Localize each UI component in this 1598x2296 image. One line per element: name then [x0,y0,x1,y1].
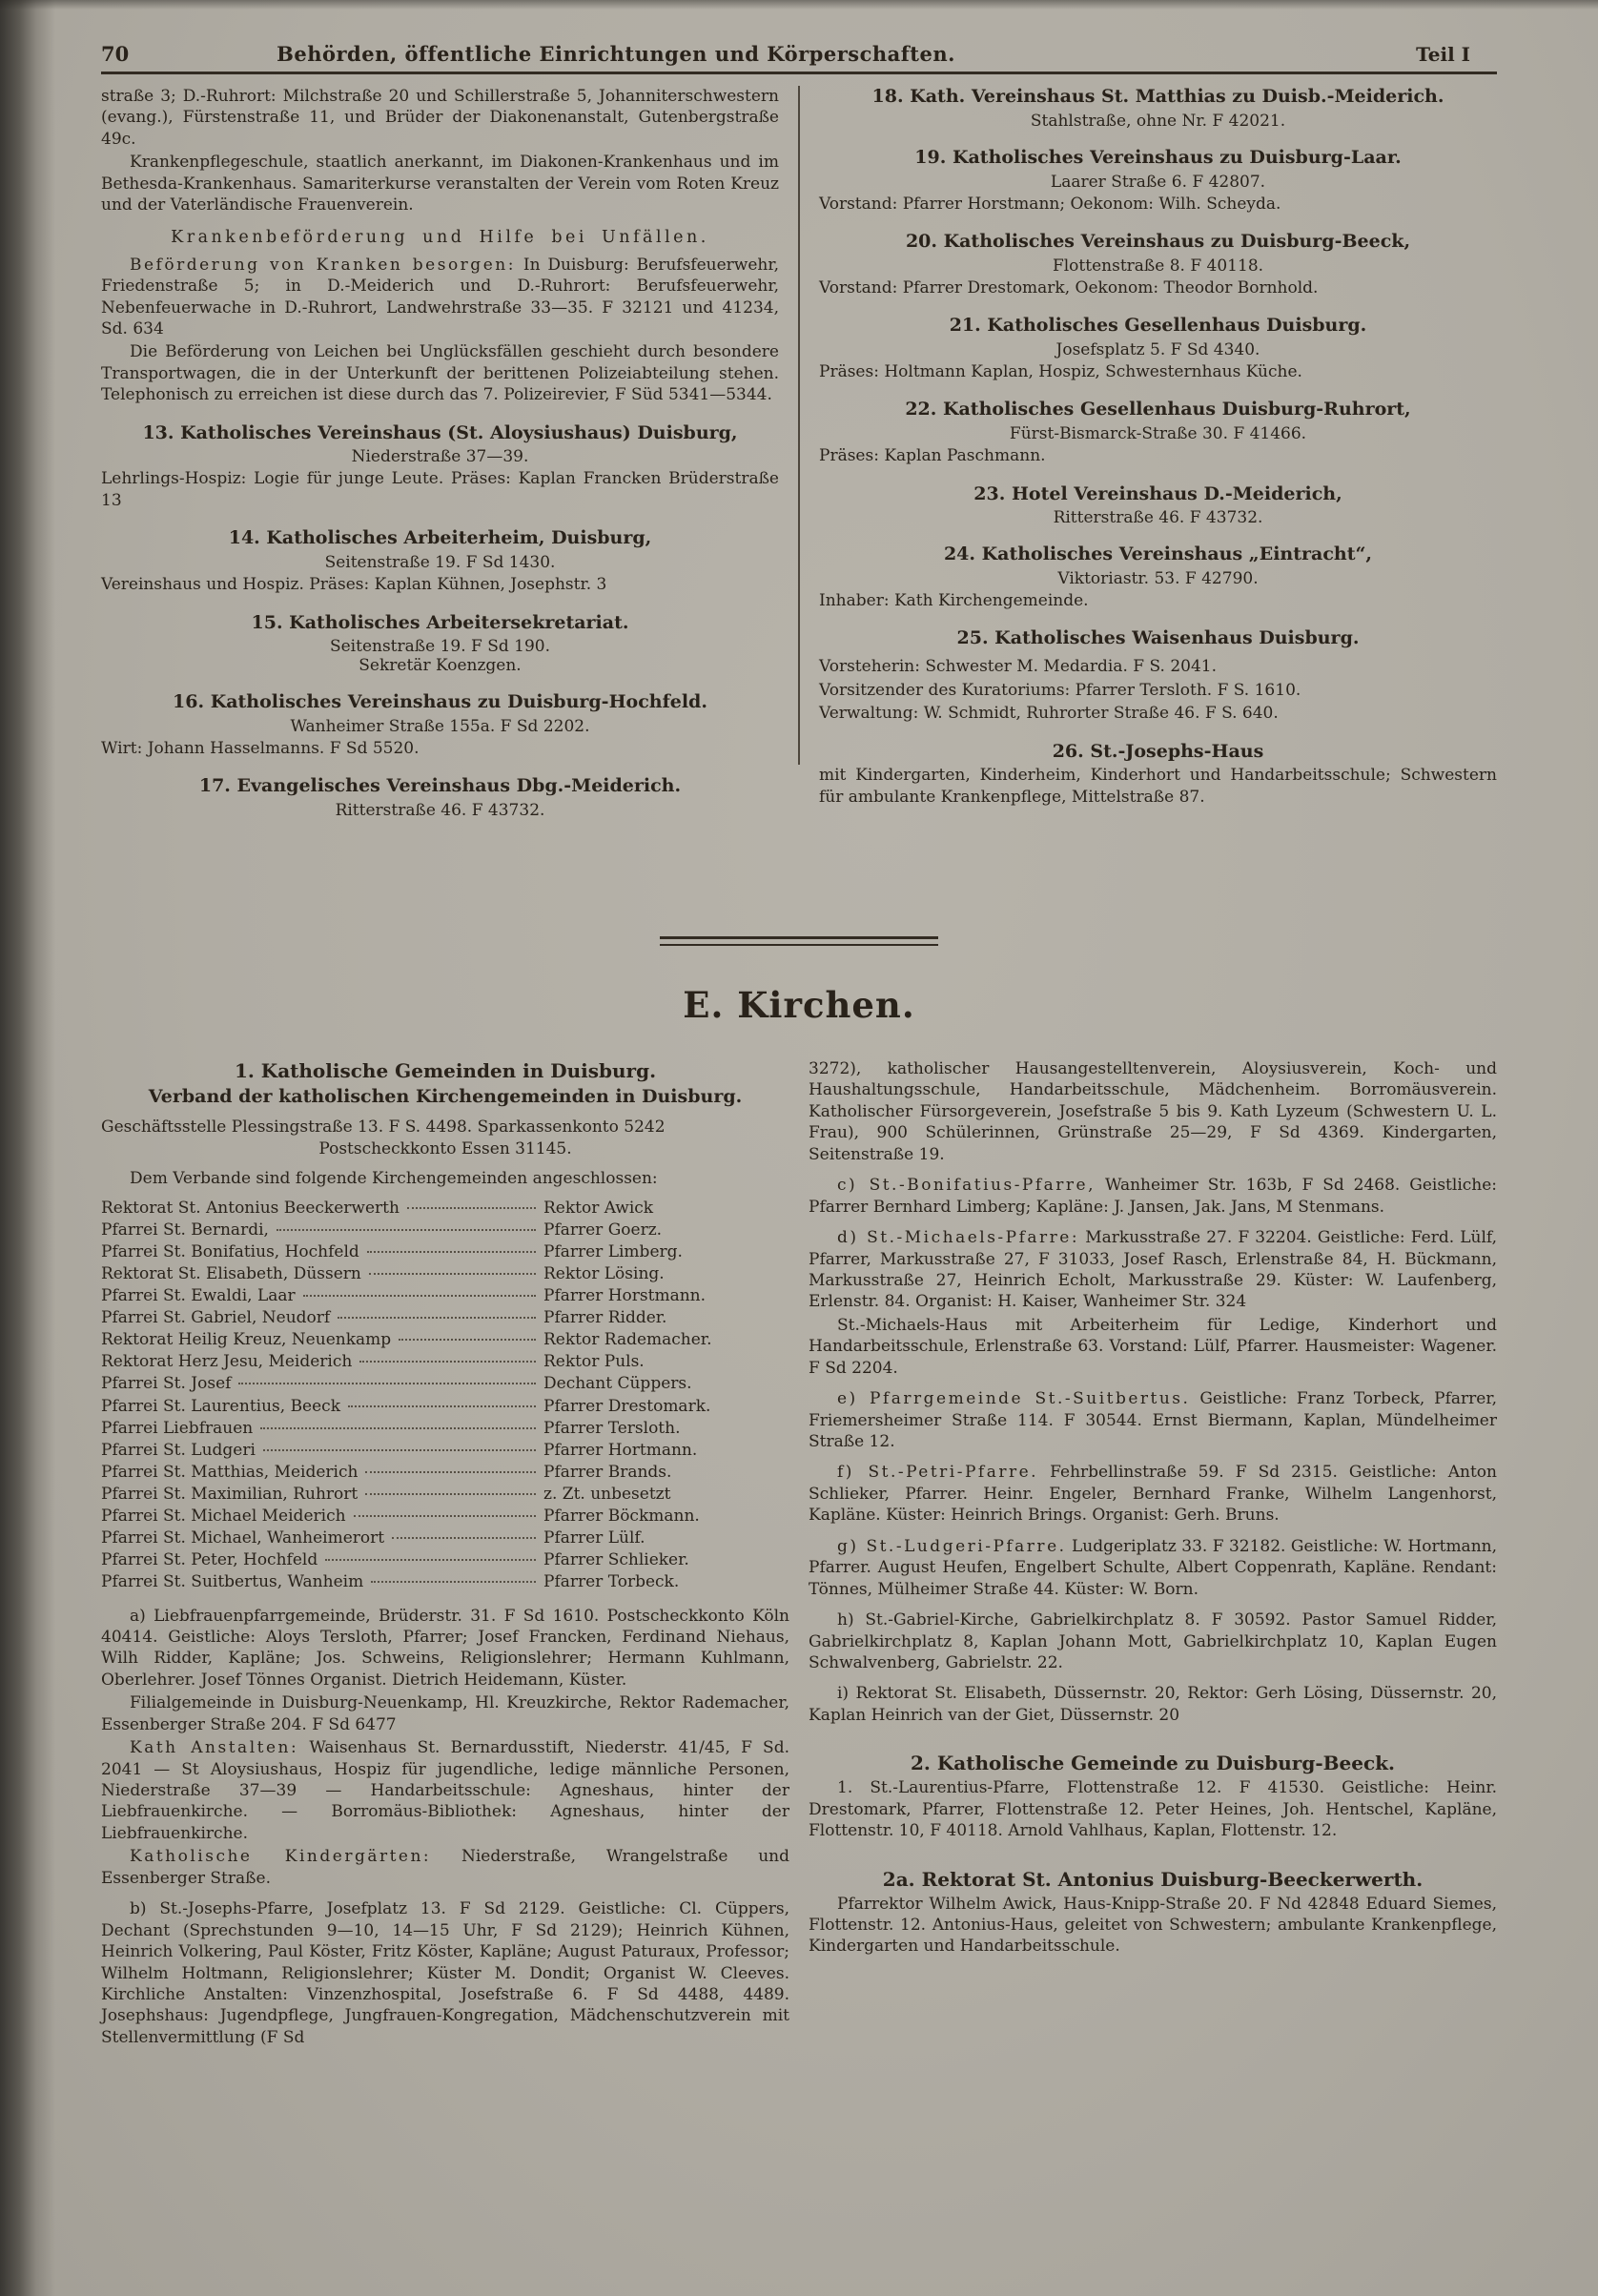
parish-place: Pfarrei St. Ewaldi, Laar [101,1286,296,1305]
entry-17 [101,775,779,820]
parish-place: Rektorat St. Elisabeth, Düssern [101,1263,361,1283]
kindergaerten-lead: Katholische Kindergärten: [130,1847,432,1867]
kath-anstalten-paragraph [101,1737,789,1844]
entry-title: 17. Evangelisches Vereinshaus Dbg.-Meiderich. [198,775,682,797]
page-number: 70 [101,42,130,66]
parish-place: Pfarrei St. Josef [101,1374,232,1394]
entry-line: Sekretär Koenzgen. [359,656,522,676]
section-e-paragraph [809,1388,1497,1452]
parish-row [101,1506,789,1527]
running-header [101,42,1497,66]
parish-place: Rektorat Heilig Kreuz, Neuenkamp [101,1330,392,1350]
entry-address: Fürst-Bismarck-Straße 30. F 41466. [1009,424,1307,444]
entry-title: 14. Katholisches Arbeiterheim, Duisburg, [228,527,652,549]
krankenpflegeschule-paragraph: Krankenpflegeschule, staatlich anerkannt, im Diakonen-Krankenhaus und im Bethesda-Krankenhaus. Samariterkurse veranstalten der Verein vom Roten Kreuz und der Vaterländische Frauenverein. [101,153,779,215]
divider-line-bottom [660,944,938,946]
parish-place: Pfarrei Liebfrauen [101,1418,254,1438]
parish-pastor: Pfarrer Limberg. [543,1241,683,1261]
section-i-rest: Düssernstr. 20, Rektor: Gerh Lösing, Düssernstr. 20, Kaplan Heinrich van der Giet, Düssernstr. 20 [809,1684,1497,1725]
section-g-paragraph [809,1536,1497,1600]
parish-pastor: Pfarrer Ridder. [543,1308,667,1328]
parish-place: Pfarrei St. Bernardi, [101,1220,269,1240]
parish-row [101,1220,789,1241]
parish-place: Pfarrei St. Michael Meiderich [101,1507,346,1527]
verband-heading: Verband der katholischen Kirchengemeinden in Duisburg. [148,1086,743,1107]
filialgemeinde-paragraph: Filialgemeinde in Duisburg-Neuenkamp, Hl. Kreuzkirche, Rektor Rademacher, Essenberger Straße 204. F Sd 6477 [101,1693,789,1734]
parish-row [101,1440,789,1462]
section-c-rest: Wanheimer Str. 163b, F Sd 2468. Geistliche: Pfarrer Bernhard Limberg; Kapläne: J. Jansen, Jak. Jans, M Stenmans. [809,1176,1498,1217]
parish-row [101,1285,789,1307]
parish-pastor: Pfarrer Tersloth. [543,1418,681,1438]
column-divider-rule [798,86,800,765]
section-f-rest: Fehrbellinstraße 59. F Sd 2315. Geistliche: Anton Schlieker, Pfarrer. Heinr. Engeler, Bernhard Franke, Wilhelm Langenhorst, Kapläne. Küster: Heinrich Brings. Organist: Gerh. Bruns. [809,1463,1497,1526]
parish-pastor: Pfarrer Schlieker. [543,1550,689,1570]
dot-leader [303,1295,536,1297]
parish-pastor: Pfarrer Brands. [543,1462,672,1482]
entry-line: Lehrlings-Hospiz: Logie für junge Leute. Präses: Kaplan Francken Brüderstraße 13 [101,469,779,510]
divider-line-top [660,936,938,939]
section-c-lead: c) St.-Bonifatius-Pfarre, [837,1176,1096,1196]
section-b-continuation: 3272), katholischer Hausangestelltenverein, Aloysiusverein, Koch- und Haushaltungsschule, Handarbeitsschule, Mädchenheim. Borromäusverein. Katholischer Fürsorgeverein, Josefstraße 5 bis 9. Kath Lyzeum (Schwestern U. L. Frau), 900 Schülerinnen, Grünstraße 25—29, F Sd 4369. Kindergarten, Seitenstraße 19. [809,1059,1497,1164]
leichenbefoerderung-paragraph: Die Beförderung von Leichen bei Unglücksfällen geschieht durch besondere Transportwagen, die in der Unterkunft der berittenen Polizeiabteilung stehen. Telephonisch zu erreichen ist diese durch das 7. Polizeirevier, F Süd 5341—5344. [101,342,779,405]
parish-row [101,1462,789,1484]
entry-title: 22. Katholisches Gesellenhaus Duisburg-Ruhrort, [905,399,1411,420]
entry-address: Viktoriastr. 53. F 42790. [1057,569,1259,588]
dot-leader [260,1427,536,1429]
directory-section [101,86,1497,925]
parish-place: Pfarrei St. Maximilian, Ruhrort [101,1484,359,1504]
entry-21 [819,315,1497,382]
parish-place: Pfarrei St. Gabriel, Neudorf [101,1308,331,1328]
dot-leader [238,1383,536,1384]
parish-pastor: Pfarrer Goerz. [543,1220,663,1240]
dot-leader [369,1273,536,1275]
section-g-lead: g) St.-Ludgeri-Pfarre. [837,1536,1067,1556]
dot-leader [365,1493,536,1495]
section-d-rest: Markusstraße 27. F 32204. Geistliche: Ferd. Lülf, Pfarrer, Markusstraße 27, F 31033, Josef Rasch, Erlenstraße 84, H. Bückmann, Markusstraße 27, Heinrich Echolt, Markusstraße 29. Küster: W. Laufenberg, Erlenstr. 84. Organist: H. Kaiser, Wanheimer Str. 324 [809,1228,1498,1312]
parish-place: Pfarrei St. Ludgeri [101,1440,256,1460]
entry-title: 20. Katholisches Vereinshaus zu Duisburg-Beeck, [905,230,1411,252]
kirchen-section-heading: E. Kirchen. [683,984,915,1026]
entry-title: 26. St.-Josephs-Haus [1052,740,1264,762]
kirchen-left-column [101,1058,789,2050]
dot-leader [263,1449,536,1451]
befoerderung-lead: Beförderung von Kranken besorgen: [130,255,516,275]
entry-15 [101,612,779,676]
verband-intro: Dem Verbande sind folgende Kirchengemeinden angeschlossen: [130,1169,658,1189]
entry-line: Vereinshaus und Hospiz. Präses: Kaplan Kühnen, Josephstr. 3 [101,575,607,595]
entry-line: Vorstand: Pfarrer Drestomark, Oekonom: Theodor Bornhold. [819,277,1319,297]
section-h-rest: Gabrielkirchplatz 8. F 30592. Pastor Samuel Ridder, Gabrielkirchplatz 8, Kaplan Johann Mott, Gabrielkirchplatz 10, Kaplan Eugen Schwalvenberg, Gabrielstr. 22. [809,1610,1497,1672]
entry-title: 23. Hotel Vereinshaus D.-Meiderich, [973,482,1342,504]
geschaeftsstelle-line: Geschäftsstelle Plessingstraße 13. F S. 4498. Sparkassenkonto 5242 [101,1117,666,1137]
parish-row [101,1527,789,1549]
entry-address: Seitenstraße 19. F Sd 190. [329,637,551,657]
dot-leader [354,1515,536,1517]
postscheckkonto-line: Postscheckkonto Essen 31145. [318,1139,572,1159]
dot-leader [399,1339,536,1341]
parish-pastor: Pfarrer Torbeck. [543,1572,680,1592]
anstalten-rest: Waisenhaus St. Bernardusstift, Niederstr. 41/45, F Sd. 2041 — St Aloysiushaus, Hospiz für jugendliche, ledige männliche Personen, Niederstraße 37—39 — Handarbeitsschule: Agneshaus, hinter der Liebfrauenkirche. — Borromäus-Bibliothek: Agneshaus, hinter der Liebfrauenkirche. [101,1738,789,1843]
parish-pastor: Rektor Rademacher. [543,1330,712,1350]
dot-leader [277,1229,536,1231]
entry-title: 13. Katholisches Vereinshaus (St. Aloysiushaus) Duisburg, [142,421,738,443]
header-rule [101,72,1497,74]
parish-place: Rektorat St. Antonius Beeckerwerth [101,1198,400,1218]
entry-19 [819,147,1497,215]
section-a-paragraph: a) Liebfrauenpfarrgemeinde, Brüderstr. 31. F Sd 1610. Postscheckkonto Köln 40414. Geistliche: Aloys Tersloth, Pfarrer; Josef Francken, Ferdinand Niehaus, Wilh Ridder, Kapläne; Jos. Schweins, Religionslehrer; Hermann Kuhlmann, Oberlehrer. Josef Tönnes Organist. Dietrich Heidemann, Küster. [101,1606,789,1690]
parish-pastor: z. Zt. unbesetzt [543,1484,671,1504]
parish-place: Pfarrei St. Michael, Wanheimerort [101,1528,385,1548]
parish-pastor: Rektor Lösing. [543,1263,665,1283]
entry-line: Vorstand: Pfarrer Horstmann; Oekonom: Wilh. Scheyda. [819,194,1281,214]
befoerderung-paragraph [101,255,779,340]
parish-row [101,1307,789,1329]
parish-pastor: Pfarrer Horstmann. [543,1286,707,1305]
beeck-paragraph: 1. St.-Laurentius-Pfarre, Flottenstraße 12. F 41530. Geistliche: Heinr. Drestomark, Pfarrer, Flottenstraße 12. Peter Heines, Joh. Hentschel, Kapläne, Flottenstr. 10, F 40118. Arnold Vahlhaus, Kaplan, Flottenstr. 12. [809,1778,1497,1841]
dot-leader [359,1361,536,1363]
entry-address: Wanheimer Straße 155a. F Sd 2202. [290,717,590,736]
parish-row [101,1351,789,1373]
parish-pastor: Rektor Puls. [543,1352,645,1372]
section-f-lead: f) St.-Petri-Pfarre. [837,1463,1039,1483]
section-d-paragraph [809,1227,1497,1313]
entry-13 [101,422,779,512]
section-h-lead: h) St.-Gabriel-Kirche, [837,1610,1019,1630]
entry-26 [819,741,1497,809]
parish-row [101,1549,789,1571]
dot-leader [348,1405,536,1407]
parish-place: Pfarrei St. Bonifatius, Hochfeld [101,1241,359,1261]
entry-line: Verwaltung: W. Schmidt, Ruhrorter Straße 46. F S. 640. [819,704,1279,724]
entry-line: mit Kindergarten, Kinderheim, Kinderhort und Handarbeitsschule; Schwestern für ambulante Krankenpflege, Mittelstraße 87. [819,766,1497,807]
section-b-paragraph: b) St.-Josephs-Pfarre, Josefplatz 13. F Sd 2129. Geistliche: Cl. Cüppers, Dechant (Sprechstunden 9—10, 14—15 Uhr, F Sd 2129); Heinrich Kühnen, Heinrich Volkering, Paul Köster, Fritz Köster, Kapläne; August Paturaux, Professor; Wilhelm Holtmann, Religionslehrer; Küster M. Dondit; Organist W. Cleeves. Kirchliche Anstalten: Vinzenzhospital, Josefstraße 6. F Sd 4488, 4489. Josephshaus: Jugendpflege, Jungfrauen-Kongregation, Mädchenschutzverein mit Stellenvermittlung (F Sd [101,1899,789,2047]
directory-right-column [819,86,1497,925]
entry-title: 18. Kath. Vereinshaus St. Matthias zu Duisb.-Meiderich. [871,86,1444,107]
parish-pastor: Pfarrer Drestomark. [543,1396,711,1416]
section-e-rest: Geistliche: Franz Torbeck, Pfarrer, Friemersheimer Straße 114. F 30544. Ernst Biermann, Kaplan, Mündelheimer Straße 12. [809,1389,1497,1451]
entry-25 [819,627,1497,724]
parish-row [101,1571,789,1593]
section-i-paragraph [809,1683,1497,1726]
parish-row [101,1198,789,1220]
entry-address: Ritterstraße 46. F 43732. [1053,508,1263,528]
entry-line: Inhaber: Kath Kirchengemeinde. [819,591,1089,610]
dot-leader [325,1559,536,1561]
entry-address: Josefsplatz 5. F Sd 4340. [1055,339,1260,359]
continuation-paragraph: straße 3; D.-Ruhrort: Milchstraße 20 und Schillerstraße 5, Johanniterschwestern (evang.), Fürstenstraße 11, und Brüder der Diakonenanstalt, Gutenbergstraße 49c. [101,87,779,149]
entry-20 [819,231,1497,298]
parish-row [101,1329,789,1351]
entry-22 [819,399,1497,466]
kirchen-section [101,1058,1497,2050]
parish-pastor: Rektor Awick [543,1198,654,1218]
gemeinde-beeck-heading: 2. Katholische Gemeinde zu Duisburg-Beeck. [911,1752,1395,1775]
section-d-lead: d) St.-Michaels-Pfarre: [837,1228,1080,1248]
parish-place: Rektorat Herz Jesu, Meiderich [101,1352,353,1372]
directory-left-column [101,86,779,925]
section-h-paragraph [809,1609,1497,1673]
entry-18 [819,86,1497,131]
dot-leader [365,1471,536,1473]
parish-list [101,1198,789,1594]
parish-pastor: Pfarrer Lülf. [543,1528,645,1548]
entry-address: Laarer Straße 6. F 42807. [1050,172,1266,192]
part-label: Teil I [1416,43,1470,66]
kindergaerten-paragraph [101,1846,789,1889]
entry-address: Flottenstraße 8. F 40118. [1052,256,1264,276]
entry-address: Ritterstraße 46. F 43732. [335,801,545,821]
section-f-paragraph [809,1462,1497,1526]
entry-title: 19. Katholisches Vereinshaus zu Duisburg-Laar. [914,146,1402,168]
entry-address: Seitenstraße 19. F Sd 1430. [324,553,556,573]
beeckerwerth-paragraph: Pfarrektor Wilhelm Awick, Haus-Knipp-Straße 20. F Nd 42848 Eduard Siemes, Flottenstr. 12. Antonius-Haus, geleitet von Schwestern; ambulante Krankenpflege, Kindergarten und Handarbeitsschule. [809,1894,1497,1957]
parish-place: Pfarrei St. Matthias, Meiderich [101,1462,359,1482]
section-i-lead: i) Rektorat St. Elisabeth, [837,1684,1047,1704]
rektorat-beeckerwerth-heading: 2a. Rektorat St. Antonius Duisburg-Beeckerwerth. [882,1867,1424,1891]
entry-title: 15. Katholisches Arbeitersekretariat. [251,611,629,633]
parish-pastor: Pfarrer Hortmann. [543,1440,698,1460]
dot-leader [407,1207,536,1209]
entry-title: 24. Katholisches Vereinshaus „Eintracht“, [943,543,1373,565]
running-title: Behörden, öffentliche Einrichtungen und Körperschaften. [277,42,955,66]
krankenbefoerderung-heading: Krankenbeförderung und Hilfe bei Unfällen. [171,227,709,247]
entry-14 [101,527,779,595]
entry-title: 16. Katholisches Vereinshaus zu Duisburg-Hochfeld. [173,691,707,713]
michaelshaus-paragraph: St.-Michaels-Haus mit Arbeiterheim für Ledige, Kinderhort und Handarbeitsschule, Erlenstraße 63. Vorstand: Lülf, Pfarrer. Hausmeister: Wagener. F Sd 2204. [809,1315,1497,1378]
entry-line: Vorsteherin: Schwester M. Medardia. F S. 2041. [819,657,1218,677]
parish-pastor: Pfarrer Böckmann. [543,1507,700,1527]
parish-row [101,1396,789,1418]
parish-place: Pfarrei St. Suitbertus, Wanheim [101,1572,364,1592]
entry-line: Wirt: Johann Hasselmanns. F Sd 5520. [101,739,420,758]
kirchen-right-column [809,1058,1497,2050]
entry-24 [819,543,1497,611]
parish-row [101,1373,789,1395]
parish-place: Pfarrei St. Peter, Hochfeld [101,1550,318,1570]
parish-pastor: Dechant Cüppers. [543,1374,692,1394]
dot-leader [338,1317,536,1319]
entry-address: Niederstraße 37—39. [351,447,529,467]
parish-place: Pfarrei St. Laurentius, Beeck [101,1396,340,1416]
section-divider [660,936,938,946]
gemeinden-duisburg-heading: 1. Katholische Gemeinden in Duisburg. [234,1059,657,1082]
entry-title: 25. Katholisches Waisenhaus Duisburg. [956,627,1360,649]
entry-16 [101,691,779,759]
parish-row [101,1484,789,1506]
kindergaerten-rest: Niederstraße, Wrangelstraße und Essenberger Straße. [101,1847,789,1888]
section-c-paragraph [809,1175,1497,1218]
section-e-lead: e) Pfarrgemeinde St.-Suitbertus. [837,1389,1191,1409]
entry-address: Stahlstraße, ohne Nr. F 42021. [1030,111,1286,131]
parish-row [101,1418,789,1440]
parish-row [101,1263,789,1285]
dot-leader [392,1537,536,1539]
anstalten-lead: Kath Anstalten: [130,1738,299,1758]
befoerderung-rest: In Duisburg: Berufsfeuerwehr, Friedenstraße 5; in D.-Meiderich und D.-Ruhrort: Berufsfeuerwehr, Nebenfeuerwache in D.-Ruhrort, Landwehrstraße 33—35. F 32121 und 41234, Sd. 634 [101,255,779,338]
entry-title: 21. Katholisches Gesellenhaus Duisburg. [949,315,1367,337]
dot-leader [367,1251,536,1253]
entry-23 [819,483,1497,528]
parish-row [101,1241,789,1263]
dot-leader [371,1581,536,1583]
entry-line: Präses: Kaplan Paschmann. [819,446,1046,466]
entry-line: Vorsitzender des Kuratoriums: Pfarrer Tersloth. F S. 1610. [819,680,1301,700]
section-g-rest: Ludgeriplatz 33. F 32182. Geistliche: W. Hortmann, Pfarrer. August Heufen, Engelbert Schulte, Albert Coppenrath, Kapläne. Rendant: Tönnes, Mülheimer Straße 44. Küster: W. Born. [809,1536,1497,1599]
entry-line: Präses: Holtmann Kaplan, Hospiz, Schwesternhaus Küche. [819,361,1302,381]
